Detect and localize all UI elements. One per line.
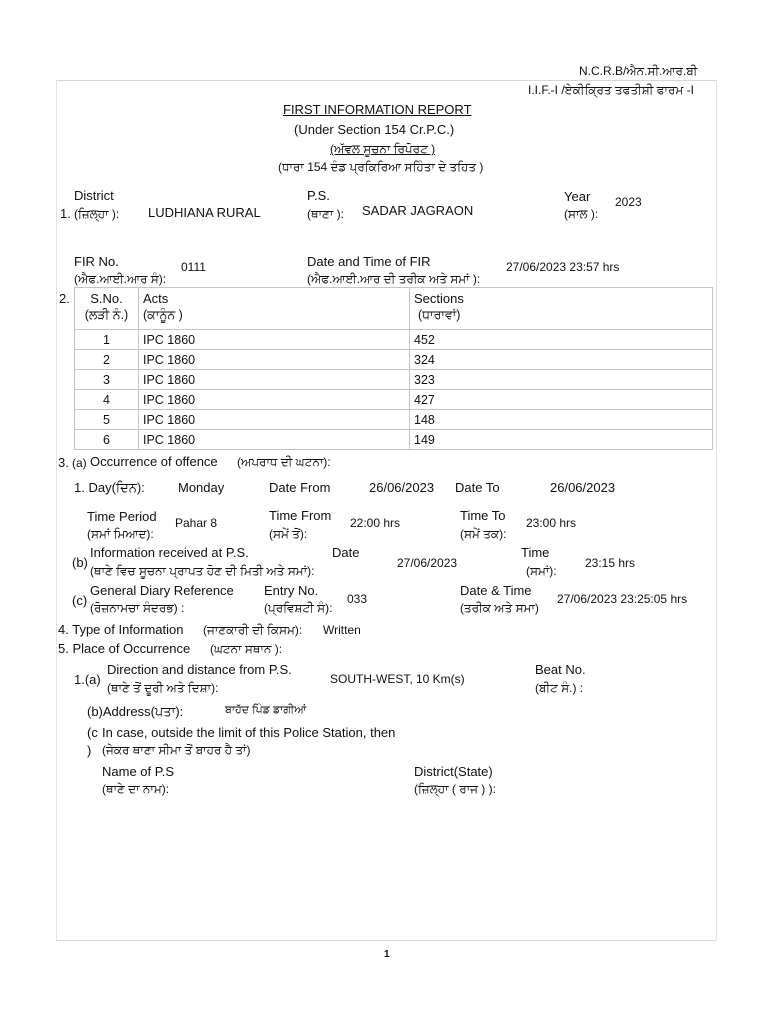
gd-datetime-value: 27/06/2023 23:25:05 hrs [557,592,688,606]
address-label: (b)Address(ਪਤਾ): [87,704,184,719]
table-row [75,390,713,410]
sections-header [410,288,713,330]
sno-header-label: S.No. [90,291,123,306]
time-to-label: Time To [460,508,506,523]
fir-label-pa: (ਐਫ.ਆਈ.ਆਰ ਸੰ): [74,272,167,286]
outside-c-close: ) [87,743,92,758]
date-from-value: 26/06/2023 [369,480,435,495]
fir-datetime-label-pa: (ਐਫ.ਆਈ.ਆਰ ਦੀ ਤਰੀਕ ਅਤੇ ਸਮਾਂ ): [307,272,481,286]
info-date-value: 27/06/2023 [397,556,458,570]
beat-no-label: Beat No. [535,662,586,677]
place-a-label: 1.(a) [74,672,101,687]
act-cell: IPC 1860 [139,430,410,450]
time-period-label-pa: (ਸਮਾਂ ਮਿਆਦ): [87,527,154,541]
direction-value: SOUTH-WEST, 10 Km(s) [330,672,465,686]
document-subtitle: (Under Section 154 Cr.P.C.) [294,122,455,137]
act-cell: IPC 1860 [139,410,410,430]
time-period-label: Time Period [87,509,157,524]
direction-label: Direction and distance from P.S. [107,662,292,677]
gd-reference-label: General Diary Reference [90,583,234,598]
act-cell: IPC 1860 [139,350,410,370]
sno-header [75,288,139,330]
entry-no-value: 033 [347,592,368,606]
place-label: 5. Place of Occurrence [58,641,191,656]
sno-cell: 1 [75,330,139,350]
section3-c-label: (c) [72,593,88,608]
info-type-label: 4. Type of Information [58,622,184,637]
year-value: 2023 [615,195,642,209]
day-value: Monday [178,480,225,495]
time-from-label-pa: (ਸਮੇਂ ਤੋਂ): [269,527,308,541]
outside-label-pa: (ਜੇਕਰ ਥਾਣਾ ਸੀਮਾ ਤੋਂ ਬਾਹਰ ਹੈ ਤਾਂ) [102,743,251,757]
document-title-pa: (ਅੱਵਲ ਸੂਚਨਾ ਰਿਪੋਰਟ ) [330,142,436,156]
iif-label: I.I.F.-I /ਏਕੀਕ੍ਰਿਤ ਤਫਤੀਸ਼ੀ ਫਾਰਮ -I [528,83,694,97]
day-label: 1. Day(ਦਿਨ): [74,480,145,495]
date-to-label: Date To [455,480,500,495]
sno-cell: 5 [75,410,139,430]
acts-table [74,287,713,450]
time-from-value: 22:00 hrs [350,516,401,530]
district-label-pa: (ਜ਼ਿਲ੍ਹਾ ): [74,207,120,221]
district-value: LUDHIANA RURAL [148,205,261,220]
ps-label: P.S. [307,188,330,203]
acts-header-label: Acts [143,291,169,306]
sno-cell: 2 [75,350,139,370]
bottom-rule [56,940,716,941]
address-value: ਬਾਹੱਦ ਪਿੰਡ ਡਾਗੀਆਂ [225,704,307,716]
entry-no-label: Entry No. [264,583,319,598]
table-row [75,410,713,430]
year-label: Year [564,189,591,204]
act-cell: IPC 1860 [139,330,410,350]
table-row [75,330,713,350]
occurrence-label-pa: (ਅਪਰਾਧ ਦੀ ਘਟਨਾ): [237,455,331,469]
fir-datetime-label: Date and Time of FIR [307,254,431,269]
acts-header [139,288,410,330]
sections-header-label: Sections [414,291,464,306]
page-number: 1 [384,949,390,960]
section-cell: 452 [410,330,713,350]
info-date-label: Date [332,545,360,560]
info-time-value: 23:15 hrs [585,556,636,570]
gd-reference-label-pa: (ਰੋਜ਼ਨਾਮਚਾ ਸੰਦਰਭ) : [90,601,185,615]
section2-number: 2. [59,291,70,306]
table-row [75,350,713,370]
time-period-value: Pahar 8 [175,516,218,530]
acts-table-header [75,288,713,330]
time-to-value: 23:00 hrs [526,516,577,530]
occurrence-label: Occurrence of offence [90,454,218,469]
sno-cell: 3 [75,370,139,390]
gd-datetime-label: Date & Time [460,583,532,598]
section-cell: 148 [410,410,713,430]
info-type-label-pa: (ਜਾਣਕਾਰੀ ਦੀ ਕਿਸਮ): [203,623,303,637]
fir-datetime-value: 27/06/2023 23:57 hrs [506,260,620,274]
outside-label: In case, outside the limit of this Police Station, then [102,725,396,740]
time-from-label: Time From [269,508,332,523]
ps-label-pa: (ਥਾਣਾ ): [307,207,344,221]
fir-label: FIR No. [74,254,119,269]
district-state-label-pa: (ਜ਼ਿਲ੍ਹਾ ( ਰਾਜ ) ): [414,782,496,796]
entry-no-label-pa: (ਪ੍ਰਵਿਸ਼ਟੀ ਸੰ): [264,601,333,615]
sno-header-label-pa: (ਲੜੀ ਨੰ.) [84,308,129,322]
act-cell: IPC 1860 [139,390,410,410]
ncrb-label: N.C.R.B/ਐਨ.ਸੀ.ਆਰ.ਬੀ [579,64,698,78]
document-subtitle-pa: (ਧਾਰਾ 154 ਦੰਡ ਪ੍ਰਕਿਰਿਆ ਸਹਿੰਤਾ ਦੇ ਤਹਿਤ ) [278,160,484,174]
section-cell: 324 [410,350,713,370]
place-label-pa: (ਘਟਨਾ ਸਥਾਨ ): [210,642,283,656]
district-state-label: District(State) [414,764,493,779]
section-cell: 427 [410,390,713,410]
beat-no-label-pa: (ਬੀਟ ਸੰ.) : [535,681,584,695]
top-rule [56,80,716,81]
year-label-pa: (ਸਾਲ ): [564,207,599,221]
section1-number: 1. [60,206,71,221]
acts-header-label-pa: (ਕਾਨੂੰਨ ) [143,308,183,322]
ps-value: SADAR JAGRAON [362,203,474,218]
section3-b-label: (b) [72,555,88,570]
info-received-label-pa: (ਥਾਣੇ ਵਿਚ ਸੂਚਨਾ ਪ੍ਰਾਪਤ ਹੋਣ ਦੀ ਮਿਤੀ ਅਤੇ ਸਮਾਂ): [90,564,315,578]
table-row [75,430,713,450]
date-to-value: 26/06/2023 [550,480,616,495]
direction-label-pa: (ਥਾਣੇ ਤੋਂ ਦੂਰੀ ਅਤੇ ਦਿਸ਼ਾ): [107,681,219,695]
section-cell: 149 [410,430,713,450]
sno-cell: 6 [75,430,139,450]
sections-header-label-pa: (ਧਾਰਾਵਾਂ) [418,308,461,322]
name-ps-label-pa: (ਥਾਣੇ ਦਾ ਨਾਮ): [102,782,170,796]
info-time-label-pa: (ਸਮਾਂ): [526,564,557,578]
table-row [75,370,713,390]
time-to-label-pa: (ਸਮੇਂ ਤਕ): [460,527,507,541]
outside-c-label: (c [87,725,98,740]
info-type-value: Written [323,623,361,637]
fir-value: 0111 [181,260,206,274]
section3-a-label: (a) [72,456,87,470]
date-from-label: Date From [269,480,331,495]
info-received-label: Information received at P.S. [90,545,249,560]
left-border [56,80,57,940]
info-time-label: Time [521,545,550,560]
district-label: District [74,188,114,203]
document-title: FIRST INFORMATION REPORT [283,102,472,117]
section-cell: 323 [410,370,713,390]
gd-datetime-label-pa: (ਤਰੀਕ ਅਤੇ ਸਮਾ) [460,601,539,615]
name-ps-label: Name of P.S [102,764,175,779]
sno-cell: 4 [75,390,139,410]
act-cell: IPC 1860 [139,370,410,390]
right-border [716,80,717,940]
section3-number: 3. [58,455,69,470]
